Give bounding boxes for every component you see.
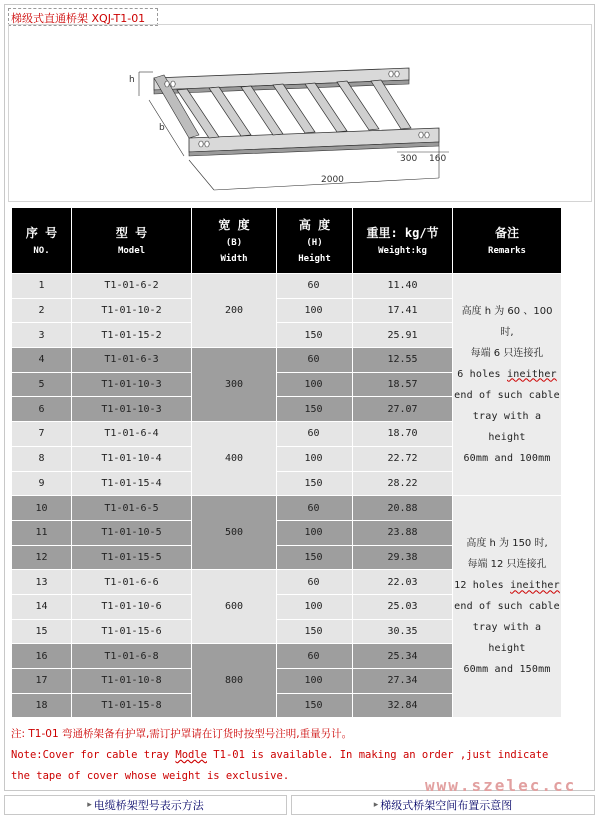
cell-weight: 23.88 [353, 520, 453, 545]
cell-height: 100 [277, 298, 353, 323]
cable-tray-drawing [109, 60, 469, 200]
tab-label: 电缆桥架型号表示方法 [93, 799, 204, 812]
cell-no: 13 [12, 570, 72, 595]
cell-height: 150 [277, 323, 353, 348]
tab-label: 梯级式桥架空间布置示意图 [380, 799, 513, 812]
cell-height: 60 [277, 274, 353, 299]
cell-model: T1-01-15-2 [72, 323, 192, 348]
dim-160-label: 160 [429, 154, 447, 164]
note-en: Note:Cover for cable tray Modle T1-01 is available. In making an order ,just indicate the tape of cover whose weight is exclusive. [11, 749, 549, 782]
remark-cn-line: 每端 6 只连接孔 [470, 347, 544, 359]
cell-width: 500 [192, 496, 277, 570]
cell-weight: 20.88 [353, 496, 453, 521]
cell-height: 150 [277, 693, 353, 718]
cell-width: 600 [192, 570, 277, 644]
header-height: 高 度 (H) Height [277, 208, 353, 274]
note-cn: 注: T1-01 弯通桥架备有护罩,需订护罩请在订货时按型号注明,重量另计。 [11, 728, 353, 740]
cell-no: 8 [12, 446, 72, 471]
cell-weight: 25.03 [353, 594, 453, 619]
header-no: 序 号 NO. [12, 208, 72, 274]
cell-model: T1-01-15-6 [72, 619, 192, 644]
header-width: 宽 度 (B) Width [192, 208, 277, 274]
page-title: 梯级式直通桥架 XQJ-T1-01 [11, 12, 146, 25]
cell-height: 60 [277, 644, 353, 669]
cell-no: 11 [12, 520, 72, 545]
cell-height: 100 [277, 446, 353, 471]
remark-en-line: tray with a height [472, 622, 542, 655]
cell-model: T1-01-15-4 [72, 471, 192, 496]
cell-remarks [453, 496, 562, 718]
cell-width: 300 [192, 348, 277, 422]
cell-width: 200 [192, 274, 277, 348]
cell-no: 7 [12, 422, 72, 447]
cell-height: 100 [277, 520, 353, 545]
cell-weight: 22.72 [353, 446, 453, 471]
cell-height: 150 [277, 471, 353, 496]
cell-no: 1 [12, 274, 72, 299]
cell-no: 12 [12, 545, 72, 570]
cell-no: 5 [12, 372, 72, 397]
remark-en-line: end of such cable [454, 601, 560, 613]
dim-length-label: 2000 [321, 175, 344, 185]
cell-no: 9 [12, 471, 72, 496]
cell-height: 150 [277, 545, 353, 570]
cell-model: T1-01-10-5 [72, 520, 192, 545]
watermark: www.szelec.cc [425, 776, 577, 795]
cell-height: 60 [277, 496, 353, 521]
drawing-area [8, 24, 592, 202]
cell-height: 100 [277, 594, 353, 619]
cell-model: T1-01-6-2 [72, 274, 192, 299]
header-weight: 重里: kg/节 Weight:kg [353, 208, 453, 274]
remark-en-line: 60mm and 150mm [463, 664, 551, 676]
cell-no: 18 [12, 693, 72, 718]
cell-model: T1-01-10-2 [72, 298, 192, 323]
table-row [12, 274, 562, 299]
dim-h-label: h [129, 75, 135, 85]
cell-width: 400 [192, 422, 277, 496]
table-header-row [12, 208, 562, 274]
cell-weight: 27.07 [353, 397, 453, 422]
cell-height: 60 [277, 348, 353, 373]
cell-height: 100 [277, 669, 353, 694]
cell-model: T1-01-10-6 [72, 594, 192, 619]
cell-width: 800 [192, 644, 277, 718]
remark-en-line: 6 holes ineither [457, 368, 557, 380]
cell-no: 17 [12, 669, 72, 694]
cell-model: T1-01-6-4 [72, 422, 192, 447]
remark-en-line: tray with a height [472, 410, 542, 443]
cell-model: T1-01-10-4 [72, 446, 192, 471]
cell-height: 100 [277, 372, 353, 397]
cell-weight: 25.34 [353, 644, 453, 669]
cell-no: 4 [12, 348, 72, 373]
dim-b-label: b [159, 123, 165, 133]
cell-no: 10 [12, 496, 72, 521]
remark-en-line: 60mm and 100mm [463, 452, 551, 464]
header-model: 型 号 Model [72, 208, 192, 274]
remark-cn-line: 高度 h 为 60 、100 时, [461, 305, 553, 338]
remark-en-line: end of such cable [454, 389, 560, 401]
cell-weight: 11.40 [353, 274, 453, 299]
cell-model: T1-01-10-8 [72, 669, 192, 694]
cell-weight: 25.91 [353, 323, 453, 348]
cell-weight: 18.57 [353, 372, 453, 397]
tab-layout-diagram[interactable] [291, 795, 595, 815]
cell-model: T1-01-15-5 [72, 545, 192, 570]
cell-weight: 32.84 [353, 693, 453, 718]
remark-cn-line: 高度 h 为 150 时, [466, 538, 548, 550]
cell-no: 16 [12, 644, 72, 669]
cell-weight: 30.35 [353, 619, 453, 644]
cell-weight: 18.70 [353, 422, 453, 447]
cell-model: T1-01-6-5 [72, 496, 192, 521]
cell-model: T1-01-6-3 [72, 348, 192, 373]
cell-no: 2 [12, 298, 72, 323]
remark-cn-line: 每端 12 只连接孔 [467, 559, 547, 571]
remark-en-line: 12 holes ineither [454, 580, 560, 592]
cell-no: 6 [12, 397, 72, 422]
cell-model: T1-01-10-3 [72, 397, 192, 422]
cell-weight: 28.22 [353, 471, 453, 496]
spec-table [11, 207, 562, 718]
cell-remarks [453, 274, 562, 496]
tab-arrow-icon: ▸ [87, 800, 92, 810]
cell-weight: 12.55 [353, 348, 453, 373]
cell-model: T1-01-6-8 [72, 644, 192, 669]
cell-weight: 22.03 [353, 570, 453, 595]
header-remarks: 备注 Remarks [453, 208, 562, 274]
cell-weight: 17.41 [353, 298, 453, 323]
tab-arrow-icon: ▸ [373, 800, 379, 810]
cell-model: T1-01-15-8 [72, 693, 192, 718]
cell-height: 60 [277, 570, 353, 595]
cell-height: 60 [277, 422, 353, 447]
cell-height: 150 [277, 397, 353, 422]
cell-height: 150 [277, 619, 353, 644]
cell-weight: 29.38 [353, 545, 453, 570]
cell-weight: 27.34 [353, 669, 453, 694]
cell-model: T1-01-10-3 [72, 372, 192, 397]
cell-model: T1-01-6-6 [72, 570, 192, 595]
cell-no: 15 [12, 619, 72, 644]
table-row [12, 496, 562, 521]
cell-no: 3 [12, 323, 72, 348]
cell-no: 14 [12, 594, 72, 619]
dim-300-label: 300 [400, 154, 418, 164]
tab-model-notation[interactable] [4, 795, 287, 815]
